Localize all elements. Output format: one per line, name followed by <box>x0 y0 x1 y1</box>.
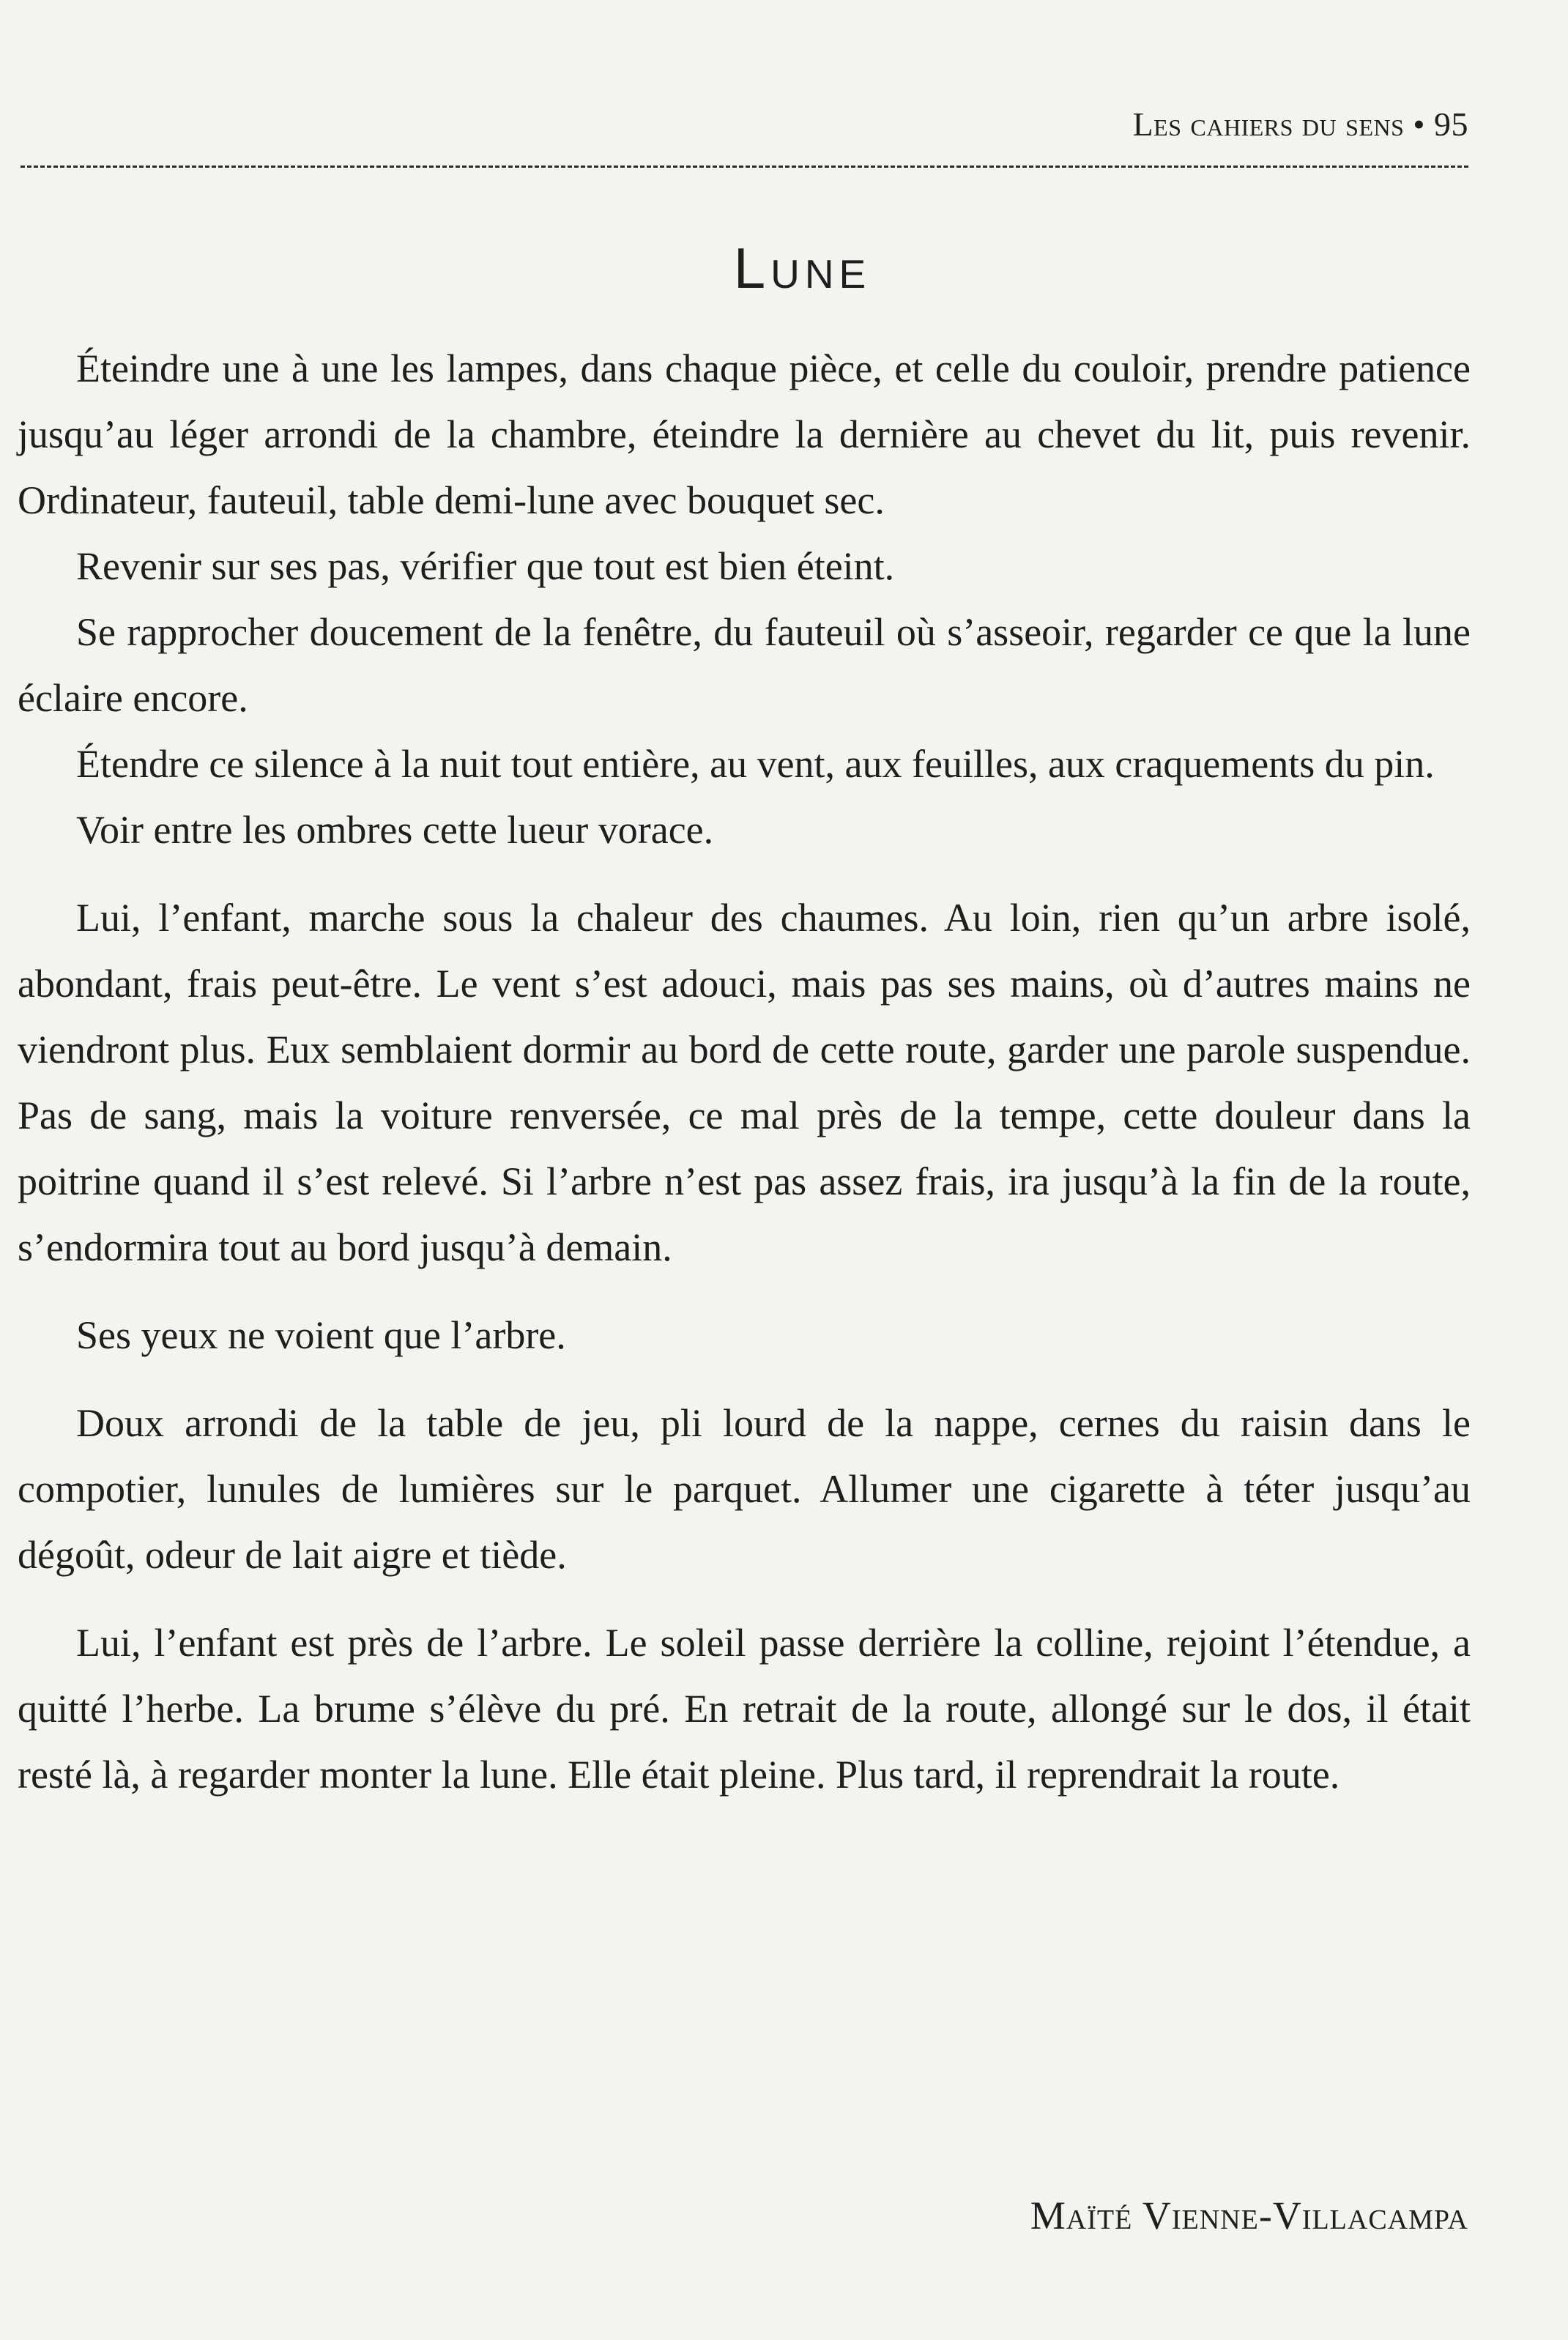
paragraph: Revenir sur ses pas, vérifier que tout est bien éteint. <box>76 544 895 588</box>
paragraph: Lui, l’enfant est près de l’arbre. Le soleil passe derrière la colline, rejoint l’étendue, a quitté l’herbe. La brume s’élève du pré. En retrait de la route, allongé sur le dos, il était resté là, à regarder monter la lune. Elle était pleine. Plus tard, il reprendrait la route. <box>18 1621 1471 1797</box>
article-body <box>18 335 1471 1808</box>
section-break <box>18 863 1471 885</box>
paragraph: Éteindre une à une les lampes, dans chaque pièce, et celle du couloir, prendre patience jusqu’au léger arrondi de la chambre, éteindre la dernière au chevet du lit, puis revenir. Ordinateur, fauteuil, table demi-lune avec bouquet sec. <box>18 346 1471 522</box>
section-break <box>18 1280 1471 1302</box>
section-break <box>18 1588 1471 1610</box>
author-signature: Maïté Vienne-Villacampa <box>1030 2194 1468 2237</box>
paragraph: Se rapprocher doucement de la fenêtre, du fauteuil où s’asseoir, regarder ce que la lune éclaire encore. <box>18 610 1471 720</box>
article-title: Lune <box>733 236 872 300</box>
paragraph: Lui, l’enfant, marche sous la chaleur des chaumes. Au loin, rien qu’un arbre isolé, abondant, frais peut-être. Le vent s’est adouci, mais pas ses mains, où d’autres mains ne viendront plus. Eux semblaient dormir au bord de cette route, garder une parole suspendue. Pas de sang, mais la voiture renversée, ce mal près de la tempe, cette douleur dans la poitrine quand il s’est relevé. Si l’arbre n’est pas assez frais, ira jusqu’à la fin de la route, s’endormira tout au bord jusqu’à demain. <box>18 896 1471 1269</box>
running-head: Les cahiers du sens • 95 <box>1132 105 1468 143</box>
paragraph: Ses yeux ne voient que l’arbre. <box>76 1313 566 1357</box>
paragraph: Doux arrondi de la table de jeu, pli lourd de la nappe, cernes du raisin dans le compotier, lunules de lumières sur le parquet. Allumer une cigarette à téter jusqu’au dégoût, odeur de lait aigre et tiède. <box>18 1401 1471 1577</box>
section-break <box>18 1368 1471 1390</box>
paragraph: Voir entre les ombres cette lueur vorace. <box>76 808 714 852</box>
paragraph: Étendre ce silence à la nuit tout entière, au vent, aux feuilles, aux craquements du pin. <box>76 742 1435 786</box>
header-dashed-rule <box>21 166 1468 168</box>
